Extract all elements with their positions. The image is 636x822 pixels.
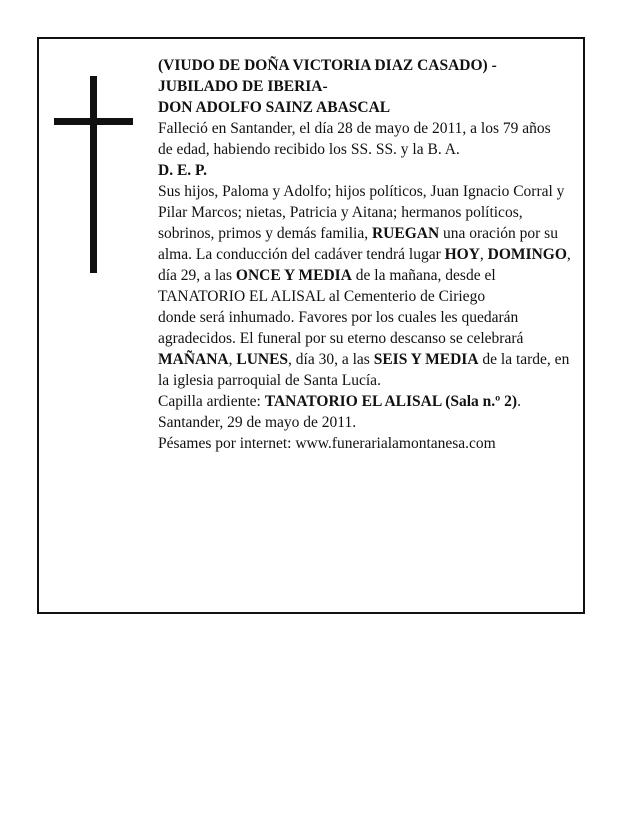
deceased-name: DON ADOLFO SAINZ ABASCAL bbox=[158, 99, 391, 116]
obituary-text bbox=[158, 55, 578, 454]
date-line: Santander, 29 de mayo de 2011. bbox=[158, 414, 357, 431]
tanatorio-line: TANATORIO EL ALISAL al Cementerio de Ciriego bbox=[158, 288, 486, 305]
header-line-2: JUBILADO DE IBERIA- bbox=[158, 78, 328, 95]
family-paragraph: Sus hijos, Paloma y Adolfo; hijos políticos, Juan Ignacio Corral y Pilar Marcos; nietas, Patricia y Aitana; hermanos políticos, sobrinos, primos y demás familia, RUEGAN una oración por su alma. La conducción del cadáver tendrá lugar HOY, DOMINGO, día 29, a las ONCE Y MEDIA de la mañana, desde el TANATORIO EL ALISAL al Cementerio de Ciriego donde será inhumado. Favores por los cuales les quedarán agradecidos. El funeral por su eterno descanso se celebrará MAÑANA, LUNES, día 30, a las SEIS Y MEDIA de la tarde, en la iglesia parroquial de Santa Lucía. bbox=[158, 183, 571, 389]
header-line-1: (VIUDO DE DOÑA VICTORIA DIAZ CASADO) - bbox=[158, 57, 497, 74]
rip-line: D. E. P. bbox=[158, 162, 207, 179]
condolences-url: www.funerarialamontanesa.com bbox=[295, 435, 496, 452]
obituary-notice bbox=[37, 37, 585, 614]
death-line-1: Falleció en Santander, el día 28 de mayo de 2011, a los 79 años bbox=[158, 120, 551, 137]
condolences-line: Pésames por internet: www.funerarialamontanesa.com bbox=[158, 435, 496, 452]
death-line-2: de edad, habiendo recibido los SS. SS. y la B. A. bbox=[158, 141, 460, 158]
cross-icon-bar bbox=[54, 118, 133, 125]
cross-icon bbox=[90, 76, 97, 273]
capilla-line: Capilla ardiente: TANATORIO EL ALISAL (Sala n.º 2). bbox=[158, 393, 521, 410]
